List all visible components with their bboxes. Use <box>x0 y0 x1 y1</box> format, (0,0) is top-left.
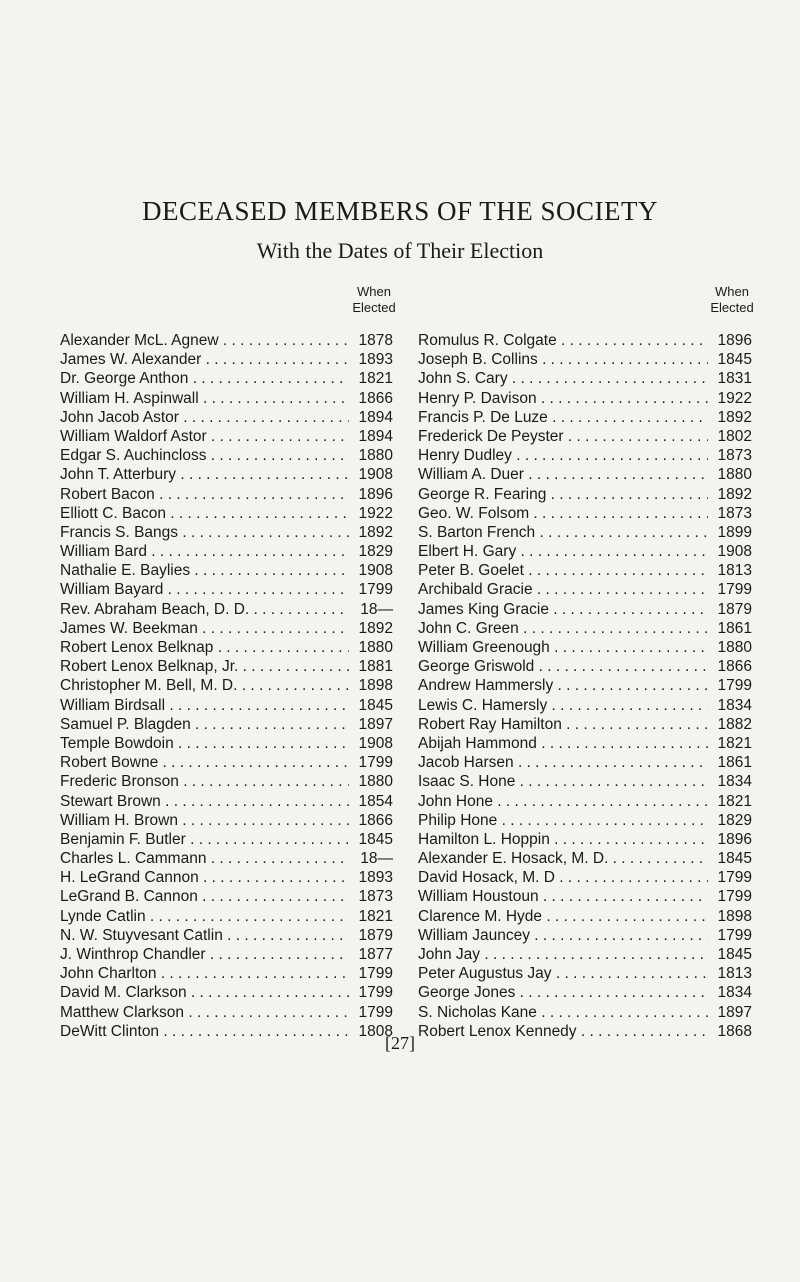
member-row <box>60 1003 393 1022</box>
member-name: Charles L. Cammann . . . <box>60 849 349 868</box>
election-year: 1922 <box>358 504 393 522</box>
member-row <box>418 715 752 734</box>
member-name: Lynde Catlin . . . <box>60 907 349 926</box>
member-name: David Hosack, M. D . . . <box>418 868 708 887</box>
member-row <box>418 619 752 638</box>
member-row <box>418 772 752 791</box>
header-elected: Elected <box>710 300 754 315</box>
member-row <box>60 983 393 1002</box>
member-row <box>60 542 393 561</box>
election-year: 1898 <box>717 907 752 925</box>
member-row <box>418 465 752 484</box>
election-year: 1799 <box>358 1003 393 1021</box>
election-year: 1808 <box>358 1022 393 1040</box>
election-year: 1821 <box>358 907 393 925</box>
election-year: 1892 <box>358 523 393 541</box>
member-row <box>60 600 393 619</box>
election-year: 1873 <box>358 888 393 906</box>
member-name: Robert Ray Hamilton . . . <box>418 715 708 734</box>
member-name: Matthew Clarkson . . . <box>60 1003 349 1022</box>
header-when: When <box>715 284 749 299</box>
member-row <box>418 753 752 772</box>
member-row <box>418 887 752 906</box>
election-year: 1845 <box>717 351 752 369</box>
election-year: 1880 <box>358 639 393 656</box>
member-name: Francis P. De Luze . . . <box>418 408 708 427</box>
member-row <box>60 446 393 465</box>
member-row <box>418 504 752 523</box>
election-year: 1799 <box>358 754 393 772</box>
member-name: Nathalie E. Baylies . . . <box>60 561 349 580</box>
member-name: William Bard . . . <box>60 542 349 561</box>
member-row <box>60 830 393 849</box>
member-name: Abijah Hammond . . . <box>418 734 708 753</box>
member-row <box>60 734 393 753</box>
member-row <box>60 926 393 945</box>
member-name: Clarence M. Hyde . . . <box>418 907 708 926</box>
member-name: Alexander E. Hosack, M. D. . . . <box>418 849 708 868</box>
election-year: 1880 <box>358 447 393 465</box>
member-name: N. W. Stuyvesant Catlin . . . <box>60 926 349 945</box>
election-year: 1813 <box>717 562 752 580</box>
member-row <box>60 465 393 484</box>
member-name: S. Barton French . . . <box>418 523 708 542</box>
member-row <box>60 657 393 676</box>
header-when: When <box>357 284 391 299</box>
election-year: 1834 <box>717 984 752 1002</box>
member-row <box>418 1003 752 1022</box>
right-member-list <box>418 331 752 1041</box>
member-row <box>60 350 393 369</box>
member-name: Robert Lenox Kennedy . . . <box>418 1022 708 1041</box>
member-name: Joseph B. Collins . . . <box>418 350 708 369</box>
member-row <box>60 369 393 388</box>
member-name: H. LeGrand Cannon . . . <box>60 868 349 887</box>
election-year: 1845 <box>358 830 393 848</box>
election-year: 1897 <box>717 1003 752 1021</box>
election-year: 1799 <box>717 888 752 906</box>
member-name: Frederick De Peyster . . . <box>418 427 708 446</box>
election-year: 1899 <box>717 523 752 541</box>
member-row <box>418 849 752 868</box>
member-name: Isaac S. Hone . . . <box>418 772 708 791</box>
member-name: Geo. W. Folsom . . . <box>418 504 708 523</box>
member-name: Peter Augustus Jay . . . <box>418 964 708 983</box>
member-name: Elbert H. Gary . . . <box>418 542 708 561</box>
member-name: Temple Bowdoin . . . <box>60 734 349 753</box>
member-name: George Jones . . . <box>418 983 708 1002</box>
member-row <box>418 868 752 887</box>
member-row <box>60 580 393 599</box>
election-year: 1881 <box>358 658 393 676</box>
member-name: Henry Dudley . . . <box>418 446 708 465</box>
election-year: 1897 <box>358 715 393 733</box>
election-year: 1799 <box>717 869 752 887</box>
member-row <box>60 331 393 350</box>
member-name: Jacob Harsen . . . <box>418 753 708 772</box>
member-name: James W. Alexander . . . <box>60 350 349 369</box>
member-row <box>418 983 752 1002</box>
member-row <box>60 676 393 695</box>
member-row <box>60 408 393 427</box>
member-row <box>60 792 393 811</box>
election-year: 1894 <box>358 427 393 445</box>
member-name: Benjamin F. Butler . . . <box>60 830 349 849</box>
member-name: Francis S. Bangs . . . <box>60 523 349 542</box>
member-row <box>418 331 752 350</box>
election-year: 1879 <box>717 600 752 618</box>
election-year: 1892 <box>358 619 393 637</box>
election-year: 1799 <box>717 581 752 599</box>
left-column-header <box>334 284 414 316</box>
member-name: Robert Lenox Belknap, Jr. . . . <box>60 657 349 676</box>
member-name: James King Gracie . . . <box>418 600 708 619</box>
member-name: Peter B. Goelet . . . <box>418 561 708 580</box>
election-year: 18— <box>360 850 393 868</box>
member-name: Philip Hone . . . <box>418 811 708 830</box>
member-row <box>60 523 393 542</box>
member-row <box>60 849 393 868</box>
member-row <box>418 734 752 753</box>
election-year: 1868 <box>717 1022 752 1040</box>
right-column-header <box>692 284 772 316</box>
page-subtitle: With the Dates of Their Election <box>256 238 544 263</box>
member-name: Dr. George Anthon . . . <box>60 369 349 388</box>
member-row <box>418 945 752 964</box>
election-year: 1908 <box>358 734 393 752</box>
election-year: 1873 <box>717 447 752 465</box>
member-row <box>60 619 393 638</box>
member-row <box>60 772 393 791</box>
election-year: 1894 <box>358 408 393 426</box>
election-year: 1896 <box>717 830 752 848</box>
election-year: 1908 <box>358 466 393 484</box>
member-row <box>60 504 393 523</box>
election-year: 1799 <box>717 677 752 695</box>
election-year: 1896 <box>358 485 393 503</box>
member-row <box>60 696 393 715</box>
member-row <box>418 580 752 599</box>
member-row <box>60 753 393 772</box>
election-year: 1893 <box>358 869 393 887</box>
election-year: 1878 <box>358 332 393 349</box>
election-year: 1922 <box>717 389 752 407</box>
member-row <box>60 638 393 657</box>
left-member-list <box>60 331 393 1041</box>
member-name: Henry P. Davison . . . <box>418 389 708 408</box>
member-name: Andrew Hammersly . . . <box>418 676 708 695</box>
member-row <box>418 964 752 983</box>
member-name: S. Nicholas Kane . . . <box>418 1003 708 1022</box>
member-name: William Bayard . . . <box>60 580 349 599</box>
election-year: 1829 <box>717 811 752 829</box>
election-year: 1834 <box>717 773 752 791</box>
election-year: 1898 <box>358 677 393 695</box>
member-row <box>418 427 752 446</box>
member-name: William Birdsall . . . <box>60 696 349 715</box>
member-row <box>418 350 752 369</box>
member-row <box>60 485 393 504</box>
page-number: [27] <box>385 1033 415 1053</box>
member-name: William H. Aspinwall . . . <box>60 389 349 408</box>
member-name: Hamilton L. Hoppin . . . <box>418 830 708 849</box>
member-name: Christopher M. Bell, M. D. . . . <box>60 676 349 695</box>
member-row <box>418 907 752 926</box>
member-row <box>60 868 393 887</box>
member-name: William Jauncey . . . <box>418 926 708 945</box>
member-name: Elliott C. Bacon . . . <box>60 504 349 523</box>
election-year: 1896 <box>717 332 752 349</box>
election-year: 1866 <box>358 811 393 829</box>
member-row <box>418 446 752 465</box>
member-row <box>60 907 393 926</box>
member-name: Archibald Gracie . . . <box>418 580 708 599</box>
election-year: 1813 <box>717 965 752 983</box>
member-row <box>60 811 393 830</box>
election-year: 1854 <box>358 792 393 810</box>
election-year: 1880 <box>358 773 393 791</box>
election-year: 1873 <box>717 504 752 522</box>
member-name: John Jay . . . <box>418 945 708 964</box>
election-year: 1861 <box>717 619 752 637</box>
election-year: 1799 <box>358 984 393 1002</box>
member-name: John T. Atterbury . . . <box>60 465 349 484</box>
election-year: 1799 <box>717 926 752 944</box>
election-year: 1821 <box>717 734 752 752</box>
election-year: 1845 <box>717 946 752 963</box>
member-row <box>418 600 752 619</box>
member-row <box>418 408 752 427</box>
member-row <box>60 389 393 408</box>
election-year: 1866 <box>358 389 393 407</box>
member-name: J. Winthrop Chandler . . . <box>60 945 349 964</box>
header-elected: Elected <box>352 300 396 315</box>
member-name: William H. Brown . . . <box>60 811 349 830</box>
election-year: 1845 <box>717 850 752 868</box>
election-year: 1866 <box>717 658 752 676</box>
member-row <box>418 657 752 676</box>
member-row <box>418 638 752 657</box>
page-title: DECEASED MEMBERS OF THE SOCIETY <box>141 196 659 226</box>
member-name: Stewart Brown . . . <box>60 792 349 811</box>
member-name: Rev. Abraham Beach, D. D. . . . <box>60 600 349 619</box>
member-row <box>418 389 752 408</box>
election-year: 1892 <box>717 408 752 426</box>
election-year: 1880 <box>717 466 752 484</box>
member-name: John Charlton . . . <box>60 964 349 983</box>
member-name: Robert Lenox Belknap . . . <box>60 638 349 657</box>
member-name: Romulus R. Colgate . . . <box>418 331 708 350</box>
member-row <box>60 964 393 983</box>
member-row <box>418 696 752 715</box>
member-row <box>418 523 752 542</box>
election-year: 1861 <box>717 754 752 772</box>
member-row <box>60 427 393 446</box>
member-name: William A. Duer . . . <box>418 465 708 484</box>
election-year: 18— <box>360 600 393 618</box>
election-year: 1908 <box>717 543 752 561</box>
member-name: John S. Cary . . . <box>418 369 708 388</box>
member-name: David M. Clarkson . . . <box>60 983 349 1002</box>
member-row <box>60 887 393 906</box>
member-name: John Hone . . . <box>418 792 708 811</box>
member-row <box>418 676 752 695</box>
member-name: DeWitt Clinton . . . <box>60 1022 349 1041</box>
member-row <box>418 485 752 504</box>
member-name: William Houstoun . . . <box>418 887 708 906</box>
member-name: William Waldorf Astor . . . <box>60 427 349 446</box>
member-name: Robert Bacon . . . <box>60 485 349 504</box>
member-name: Robert Bowne . . . <box>60 753 349 772</box>
member-name: John Jacob Astor . . . <box>60 408 349 427</box>
member-name: George Griswold . . . <box>418 657 708 676</box>
member-name: George R. Fearing . . . <box>418 485 708 504</box>
member-row <box>418 542 752 561</box>
election-year: 1893 <box>358 351 393 369</box>
member-name: William Greenough . . . <box>418 638 708 657</box>
member-row <box>418 561 752 580</box>
member-row <box>418 830 752 849</box>
election-year: 1877 <box>358 946 393 963</box>
election-year: 1882 <box>717 715 752 733</box>
member-name: John C. Green . . . <box>418 619 708 638</box>
election-year: 1834 <box>717 696 752 714</box>
member-name: Frederic Bronson . . . <box>60 772 349 791</box>
election-year: 1829 <box>358 543 393 561</box>
member-row <box>60 561 393 580</box>
election-year: 1831 <box>717 370 752 388</box>
election-year: 1879 <box>358 926 393 944</box>
election-year: 1892 <box>717 485 752 503</box>
election-year: 1845 <box>358 696 393 714</box>
member-name: James W. Beekman . . . <box>60 619 349 638</box>
member-name: Alexander McL. Agnew . . . <box>60 331 349 350</box>
member-row <box>60 715 393 734</box>
member-row <box>418 369 752 388</box>
member-name: Samuel P. Blagden . . . <box>60 715 349 734</box>
election-year: 1799 <box>358 581 393 599</box>
member-row <box>418 792 752 811</box>
election-year: 1821 <box>717 792 752 810</box>
election-year: 1908 <box>358 562 393 580</box>
member-row <box>418 926 752 945</box>
election-year: 1821 <box>358 370 393 388</box>
member-name: LeGrand B. Cannon . . . <box>60 887 349 906</box>
member-name: Lewis C. Hamersly . . . <box>418 696 708 715</box>
member-row <box>418 811 752 830</box>
election-year: 1880 <box>717 639 752 656</box>
member-row <box>60 945 393 964</box>
member-name: Edgar S. Auchincloss . . . <box>60 446 349 465</box>
election-year: 1799 <box>358 965 393 983</box>
election-year: 1802 <box>717 427 752 445</box>
